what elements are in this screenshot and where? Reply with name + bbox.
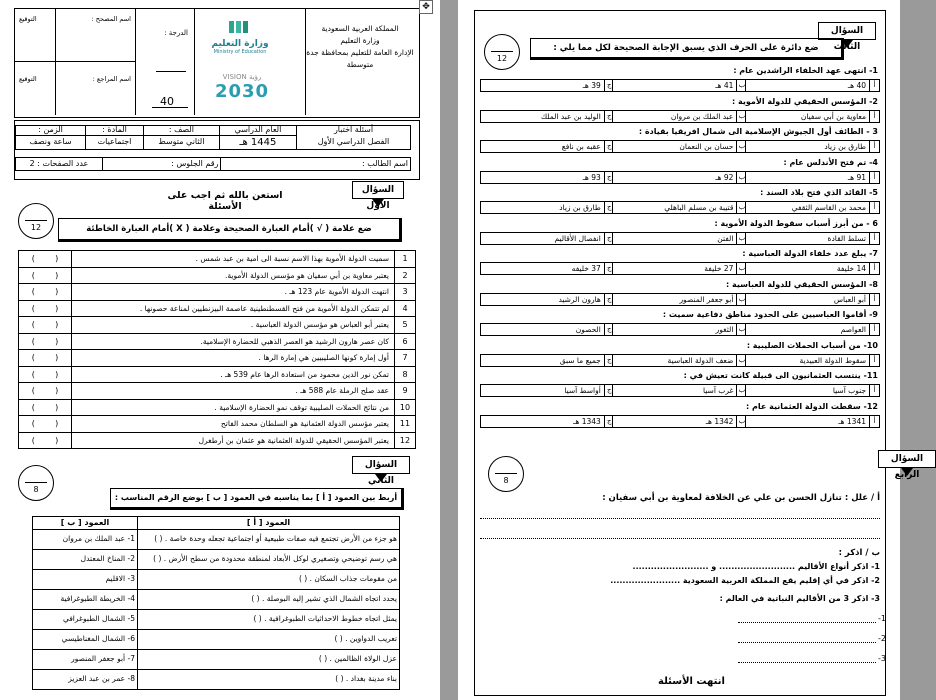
q3-option-text[interactable]: 39 هـ bbox=[582, 81, 601, 90]
end-of-questions: انتهت الأسئلة bbox=[658, 676, 725, 687]
q2-colB-item: 8- عمر بن عبد العزيز bbox=[33, 670, 138, 690]
q3-option-text[interactable]: طارق بن زياد bbox=[559, 203, 601, 212]
q3-option-letter[interactable]: ب bbox=[736, 233, 746, 244]
admin-text: الإدارة العامة للتعليم بمحافظة جدة bbox=[306, 48, 414, 57]
vision-text: VISION رؤية bbox=[222, 73, 262, 81]
q1-title-box bbox=[352, 181, 404, 211]
reviewer-label: اسم المراجع : bbox=[92, 75, 131, 83]
q1-row-number: 9 bbox=[394, 383, 415, 399]
instruction-title: استعن بالله ثم اجب على الأسئلة bbox=[167, 190, 283, 212]
q3-options-row bbox=[480, 262, 880, 275]
seat-number-label[interactable]: رقم الجلوس : bbox=[102, 158, 221, 171]
q3-option-text[interactable]: 1343 هـ bbox=[573, 416, 601, 426]
q4-score: 8 bbox=[503, 476, 509, 485]
q3-option-text[interactable]: أواسط آسيا bbox=[564, 386, 601, 395]
q2-title: السؤال الثاني bbox=[364, 460, 398, 486]
exam-page-2 bbox=[458, 0, 924, 700]
q2-row bbox=[33, 670, 400, 690]
q3-option-text[interactable]: طارق بن زياد bbox=[745, 141, 869, 152]
q1-table bbox=[18, 250, 416, 449]
q3-option-letter[interactable]: ج bbox=[604, 385, 614, 396]
q3-option-text[interactable]: 37 خليفه bbox=[571, 264, 601, 273]
q3-option-letter[interactable]: ب bbox=[736, 324, 746, 335]
q1-row-text: لم تتمكن الدولة الأموية من فتح القسطنطينية عاصمة البيزنطيين لمناعة حصونها . bbox=[139, 303, 389, 313]
q1-row-number: 8 bbox=[394, 367, 415, 383]
logo-divider bbox=[305, 9, 306, 115]
q4-n3-line[interactable] bbox=[738, 662, 876, 663]
info-v4: اجتماعيات bbox=[86, 135, 144, 150]
q1-score-circle bbox=[18, 203, 54, 239]
q2-colA-item[interactable]: يمثل اتجاه خطوط الاحداثيات الطبوغرافية . ( ) bbox=[138, 610, 400, 630]
q3-option-letter[interactable]: ب bbox=[736, 385, 746, 396]
q3-option-text[interactable]: قتيبة بن مسلم الباهلي bbox=[612, 202, 736, 213]
info-v2: 1445 هـ bbox=[219, 135, 296, 150]
q3-options-row bbox=[480, 415, 880, 428]
q1-row-text: يعتبر مؤسس الدولة العثمانية هو السلطان محمد الفاتح bbox=[220, 419, 389, 428]
q3-option-letter[interactable]: ج bbox=[604, 233, 614, 244]
q3-option-text[interactable]: الثغور bbox=[612, 324, 736, 335]
q1-row-text: عقد صلح الرملة عام 588 هـ . bbox=[295, 386, 389, 395]
q3-option-text[interactable]: 93 هـ bbox=[582, 172, 601, 182]
q3-option-text[interactable]: جميع ما سبق bbox=[559, 355, 601, 365]
q3-option-text[interactable]: العواصم bbox=[745, 324, 869, 335]
q1-row-number: 11 bbox=[394, 416, 415, 432]
q3-question: 4- تم فتح الأندلس عام : bbox=[783, 157, 878, 167]
q4-score-line bbox=[495, 473, 517, 474]
q1-instruction: ضع علامة ( √ )أمام العبارة الصحيحة وعلامة ( X )أمام العبارة الخاطئة bbox=[86, 224, 372, 234]
q1-row-text: من نتائج الحملات الصليبية توقف نمو الحضارة الإسلامية . bbox=[214, 402, 389, 412]
q1-answer-box[interactable]: ( ) bbox=[19, 433, 72, 449]
signature-label-2: التوقيع bbox=[19, 75, 37, 83]
q3-option-text[interactable]: 40 هـ bbox=[745, 80, 869, 91]
logo-sub: Ministry of Education bbox=[213, 49, 267, 55]
info-box bbox=[14, 120, 420, 180]
q3-option-letter[interactable]: ب bbox=[736, 294, 746, 305]
q1-score: 12 bbox=[30, 223, 42, 232]
q3-option-letter[interactable]: ج bbox=[604, 111, 614, 122]
q3-option-letter[interactable]: ج bbox=[604, 172, 614, 183]
q1-row bbox=[18, 433, 416, 450]
q2-colB-item: 2- المناخ المعتدل bbox=[33, 550, 138, 570]
q2-colB-item: 7- أبو جعفر المنصور bbox=[33, 650, 138, 670]
q3-option-letter[interactable]: ب bbox=[736, 416, 746, 427]
q3-option-text[interactable]: غرب آسيا bbox=[612, 385, 736, 396]
q1-row-text: يعتبر المؤسس الحقيقي للدولة العثمانية هو عثمان بن أرطغرل bbox=[198, 435, 389, 445]
q3-option-text[interactable]: 91 هـ bbox=[745, 172, 869, 183]
q2-table bbox=[32, 516, 400, 690]
q2-instruction-box bbox=[110, 488, 404, 510]
q2-colB-item: 5- الشمال الطبوغرافي bbox=[33, 610, 138, 630]
q1-row-text: كان عصر هارون الرشيد هو العصر الذهبي للحضارة الإسلامية. bbox=[200, 336, 389, 346]
q1-answer-box[interactable]: ( ) bbox=[19, 350, 72, 366]
signature-label-1: التوقيع bbox=[19, 15, 37, 23]
q3-options-row bbox=[480, 384, 880, 397]
q3-option-letter[interactable]: ج bbox=[604, 80, 614, 91]
move-handle-icon[interactable]: ✥ bbox=[419, 0, 433, 14]
q3-question: 6 - من أبرز أسباب سقوط الدولة الأموية : bbox=[714, 218, 878, 228]
q2-row bbox=[33, 570, 400, 590]
q3-title: السؤال الثالث bbox=[830, 26, 864, 52]
q3-score-circle bbox=[484, 34, 520, 70]
ministry-text: وزارة التعليم bbox=[340, 36, 380, 45]
q2-row bbox=[33, 630, 400, 650]
q3-option-letter[interactable]: أ bbox=[869, 294, 879, 305]
q1-row bbox=[18, 268, 416, 285]
q3-option-letter[interactable]: ج bbox=[604, 202, 614, 213]
q3-option-text[interactable]: حسان بن النعمان bbox=[612, 141, 736, 152]
header-ministry-text bbox=[305, 23, 415, 71]
corrector-label: اسم المصحح : bbox=[91, 15, 131, 23]
q3-question: 5- القائد الذي فتح بلاد السند : bbox=[760, 188, 878, 197]
info-h5: الزمن : bbox=[16, 126, 86, 136]
q4-n3: -3 bbox=[878, 654, 886, 663]
reviewer-divider bbox=[55, 61, 56, 115]
info-h4: المادة : bbox=[86, 126, 144, 136]
q4-score-circle bbox=[488, 456, 524, 492]
q3-option-text[interactable]: 92 هـ bbox=[612, 172, 736, 183]
q3-option-letter[interactable]: أ bbox=[869, 111, 879, 122]
q1-row-text: أول إمارة كونها الصليبيين هي إمارة الرها . bbox=[258, 353, 389, 362]
q3-option-letter[interactable]: أ bbox=[869, 416, 879, 427]
vision-year: 2030 bbox=[214, 81, 270, 102]
q4-a-answer-line-2[interactable] bbox=[480, 538, 880, 539]
grade-box bbox=[135, 9, 195, 115]
q1-row bbox=[18, 383, 416, 400]
q4-b3: 3- اذكر 3 من الأقاليم النباتية في العالم : bbox=[719, 594, 880, 603]
q3-option-letter[interactable]: ب bbox=[736, 202, 746, 213]
q3-option-letter[interactable]: ب bbox=[736, 263, 746, 274]
q3-option-letter[interactable]: أ bbox=[869, 172, 879, 183]
q3-option-letter[interactable]: ج bbox=[604, 355, 614, 366]
q3-option-text[interactable]: الفتن bbox=[612, 233, 736, 244]
q3-option-text[interactable]: هارون الرشيد bbox=[558, 294, 601, 304]
q3-option-text[interactable]: 1341 هـ bbox=[745, 416, 869, 427]
q1-row-number: 6 bbox=[394, 334, 415, 350]
q3-score-line bbox=[491, 51, 513, 52]
q2-colA-item[interactable]: تعريب الدواوين . ( ) bbox=[138, 630, 400, 650]
info-h2: العام الدراسي bbox=[219, 126, 296, 136]
grade-line bbox=[156, 71, 186, 72]
pages-count: عدد الصفحات : 2 bbox=[16, 158, 103, 171]
q3-option-text[interactable]: 27 خليفة bbox=[612, 263, 736, 274]
q2-score-circle bbox=[18, 465, 54, 501]
q1-row-number: 2 bbox=[394, 268, 415, 284]
q4-b2: 2- اذكر في أي إقليم يقع المملكة العربية السعودية ....................... bbox=[610, 576, 880, 585]
q3-option-text[interactable]: عقبه بن نافع bbox=[561, 142, 601, 151]
q2-row bbox=[33, 530, 400, 550]
q3-option-letter[interactable]: ب bbox=[736, 141, 746, 152]
q4-a-answer-line-1[interactable] bbox=[480, 518, 880, 519]
q2-colB-item: 4- الخريطة الطبوغرافية bbox=[33, 590, 138, 610]
q1-row-number: 5 bbox=[394, 317, 415, 333]
info-table bbox=[15, 125, 411, 150]
q1-row bbox=[18, 250, 416, 268]
q2-score-line bbox=[25, 482, 47, 483]
ministry-logo bbox=[203, 19, 277, 59]
q3-option-letter[interactable]: ج bbox=[604, 324, 614, 335]
q3-options-row bbox=[480, 110, 880, 123]
q1-row-number: 4 bbox=[394, 301, 415, 317]
q1-row-text: تمكن نور الدين محمود من استعادة الرها عام 539 هـ . bbox=[220, 369, 389, 379]
q1-row bbox=[18, 334, 416, 351]
q1-row bbox=[18, 301, 416, 318]
q2-colA-item[interactable]: هي رسم توضيحي وتصغيري لوكل الأبعاد لمنطقة محدودة من سطح الأرض . ( ) bbox=[138, 550, 400, 570]
q2-row bbox=[33, 590, 400, 610]
q3-question: 1- انتهى عهد الخلفاء الراشدين عام : bbox=[733, 66, 878, 75]
q4-n1-line[interactable] bbox=[738, 622, 876, 623]
q1-answer-box[interactable]: ( ) bbox=[19, 334, 72, 350]
q4-n2: -2 bbox=[878, 634, 886, 643]
q3-options-row bbox=[480, 354, 880, 367]
q3-option-letter[interactable]: ج bbox=[604, 141, 614, 152]
q3-option-letter[interactable]: ب bbox=[736, 111, 746, 122]
q1-answer-box[interactable]: ( ) bbox=[19, 317, 72, 333]
q3-option-text[interactable]: معاوية بن أبي سفيان bbox=[745, 111, 869, 122]
exam-page-1 bbox=[0, 0, 440, 700]
q1-row bbox=[18, 317, 416, 334]
q1-row-number: 3 bbox=[394, 284, 415, 300]
info-v3: الثاني متوسط bbox=[143, 135, 219, 150]
info-v5: ساعة ونصف bbox=[16, 135, 86, 150]
q2-colB-header: العمود [ ب ] bbox=[33, 517, 138, 530]
q1-rows bbox=[18, 250, 416, 449]
info-h1: أسئلة اختبار bbox=[297, 126, 411, 136]
q3-question: 2- المؤسس الحقيقي للدولة الأموية : bbox=[732, 96, 878, 106]
reviewer-box bbox=[15, 61, 135, 115]
q1-row bbox=[18, 284, 416, 301]
q1-row-text: انتهت الدولة الأموية عام 123 هـ . bbox=[284, 287, 389, 296]
q2-colB-item: 6- الشمال المغناطيسي bbox=[33, 630, 138, 650]
student-table bbox=[15, 157, 411, 171]
q3-option-letter[interactable]: ب bbox=[736, 172, 746, 183]
corrector-box bbox=[15, 9, 135, 62]
q3-options-row bbox=[480, 79, 880, 92]
q4-n1: -1 bbox=[878, 614, 886, 623]
info-v1: الفصل الدراسي الأول bbox=[297, 135, 411, 150]
student-name-label[interactable]: اسم الطالب : bbox=[221, 158, 411, 171]
q1-answer-box[interactable]: ( ) bbox=[19, 416, 72, 432]
q4-b1: 1- اذكر أنواع الأقاليم ......................... و ......................... bbox=[632, 562, 880, 571]
q1-score-line bbox=[25, 220, 47, 221]
q3-option-letter[interactable]: ج bbox=[604, 294, 614, 305]
q3-question: 8- المؤسس الحقيقي للدولة العباسية : bbox=[726, 279, 878, 289]
q3-option-text[interactable]: ضعف الدولة العباسية bbox=[612, 355, 736, 366]
q1-row-number: 12 bbox=[394, 433, 415, 449]
q2-colA-item[interactable]: من مقومات جذاب السكان . ( ) bbox=[138, 570, 400, 590]
q1-answer-box[interactable]: ( ) bbox=[19, 367, 72, 383]
info-h3: الصف : bbox=[143, 126, 219, 136]
q1-title: السؤال الأول bbox=[361, 185, 395, 211]
q4-n2-line[interactable] bbox=[738, 642, 876, 643]
q3-option-letter[interactable]: أ bbox=[869, 80, 879, 91]
ministry-logo-icon bbox=[227, 19, 253, 35]
q3-option-text[interactable]: انفصال الأقاليم bbox=[554, 233, 601, 243]
q2-row bbox=[33, 550, 400, 570]
q1-row-number: 7 bbox=[394, 350, 415, 366]
q3-options-row bbox=[480, 171, 880, 184]
q2-colB-item: 1- عبد الملك بن مروان bbox=[33, 530, 138, 550]
q3-option-letter[interactable]: أ bbox=[869, 202, 879, 213]
q2-colA-item[interactable]: عزل الولاة الظالمين . ( ) bbox=[138, 650, 400, 670]
q3-option-text[interactable]: أبو العباس bbox=[745, 294, 869, 305]
q2-colA-header: العمود [ أ ] bbox=[138, 517, 400, 530]
q4-a-question: أ / علل : تنازل الحسن بن علي عن الخلافة لمعاوية بن أبي سفيان : bbox=[602, 493, 880, 503]
q2-colA-item[interactable]: هو جزء من الأرض تجتمع فيه صفات طبيعية أو اجتماعية تجعله وحدة خاصة . ( ) bbox=[138, 530, 400, 550]
q3-option-text[interactable]: أبو جعفر المنصور bbox=[612, 294, 736, 305]
q1-answer-box[interactable]: ( ) bbox=[19, 301, 72, 317]
q1-row-number: 1 bbox=[394, 251, 415, 267]
vision-logo bbox=[199, 73, 285, 102]
q1-row-text: يعتبر أبو العباس هو مؤسس الدولة العباسية . bbox=[250, 320, 389, 329]
q3-option-text[interactable]: 41 هـ bbox=[612, 80, 736, 91]
q2-colB-item: 3- الاقليم bbox=[33, 570, 138, 590]
school-text: متوسطة bbox=[346, 60, 374, 69]
q3-option-text[interactable]: محمد بن القاسم الثقفي bbox=[745, 202, 869, 213]
q2-colA-item[interactable]: يحدد اتجاه الشمال الذي تشير إليه البوصلة . ( ) bbox=[138, 590, 400, 610]
q3-option-text[interactable]: 1342 هـ bbox=[612, 416, 736, 427]
q3-option-text[interactable]: 14 خليفة bbox=[745, 263, 869, 274]
q3-option-letter[interactable]: أ bbox=[869, 263, 879, 274]
q2-instruction: أربط بين العمود [ أ ] بما يناسبه في العمود [ ب ] بوضع الرقم المناسب : bbox=[114, 493, 398, 502]
q1-row bbox=[18, 350, 416, 367]
grade-label: الدرجة : bbox=[164, 29, 188, 37]
q3-option-letter[interactable]: أ bbox=[869, 324, 879, 335]
q3-options-row bbox=[480, 323, 880, 336]
q2-rows bbox=[33, 530, 400, 690]
q3-option-text[interactable]: سقوط الدولة العبيدية bbox=[745, 355, 869, 366]
q4-title: السؤال الرابع bbox=[890, 454, 924, 480]
q3-option-text[interactable]: الحصون bbox=[575, 325, 601, 334]
q3-option-text[interactable]: تسلط القادة bbox=[745, 233, 869, 244]
q3-options-row bbox=[480, 140, 880, 153]
q3-question: 7- يبلغ عدد خلفاء الدولة العباسية : bbox=[742, 249, 878, 258]
q3-options-row bbox=[480, 293, 880, 306]
q3-question: 9- أقاموا العباسيين على الحدود مناطق دفاعية سميت : bbox=[662, 310, 878, 319]
q3-option-letter[interactable]: أ bbox=[869, 385, 879, 396]
q1-instruction-box bbox=[58, 218, 402, 242]
q1-answer-box[interactable]: ( ) bbox=[19, 268, 72, 284]
q3-option-text[interactable]: عبد الملك بن مروان bbox=[612, 111, 736, 122]
kingdom-text: المملكة العربية السعودية bbox=[321, 24, 399, 33]
q1-answer-box[interactable]: ( ) bbox=[19, 284, 72, 300]
q2-colA-item[interactable]: بناء مدينة بغداد . ( ) bbox=[138, 670, 400, 690]
q1-row bbox=[18, 416, 416, 433]
q3-question: 3 - الطائف أول الجيوش الإسلامية الى شمال افريقيا بقيادة : bbox=[638, 127, 878, 136]
q3-question: 11- ينتسب العثمانيون الى قبيلة كانت تعيش في : bbox=[683, 371, 878, 380]
q4-b-label: ب / اذكر : bbox=[838, 548, 880, 558]
q3-instruction: ضع دائرة على الحرف الذي يسبق الإجابة الصحيحة لكل مما يلي : bbox=[553, 43, 819, 53]
q3-option-text[interactable]: جنوب آسيا bbox=[745, 385, 869, 396]
q3-option-letter[interactable]: ج bbox=[604, 263, 614, 274]
q3-question: 10- من أسباب الحملات الصليبية : bbox=[746, 340, 878, 350]
page-gap bbox=[440, 0, 458, 700]
q3-option-letter[interactable]: أ bbox=[869, 233, 879, 244]
q1-row bbox=[18, 367, 416, 384]
q3-instruction-box bbox=[530, 38, 844, 60]
q3-option-text[interactable]: الوليد بن عبد الملك bbox=[540, 111, 601, 121]
q2-score: 8 bbox=[33, 485, 39, 494]
q2-row bbox=[33, 610, 400, 630]
q3-option-letter[interactable]: أ bbox=[869, 141, 879, 152]
q3-options-row bbox=[480, 201, 880, 214]
logo-text: وزارة التعليم bbox=[211, 39, 269, 49]
q1-answer-box[interactable]: ( ) bbox=[19, 400, 72, 416]
q4-title-box bbox=[878, 450, 936, 480]
corrector-divider bbox=[55, 9, 56, 61]
grade-total: 40 bbox=[160, 95, 174, 108]
q3-option-letter[interactable]: ج bbox=[604, 416, 614, 427]
header-box bbox=[14, 8, 420, 118]
q1-answer-box[interactable]: ( ) bbox=[19, 383, 72, 399]
q1-row bbox=[18, 400, 416, 417]
q1-answer-box[interactable]: ( ) bbox=[19, 251, 72, 267]
q1-row-text: يعتبر معاوية بن أبي سفيان هو مؤسس الدولة الأموية. bbox=[225, 270, 389, 280]
grade-underline bbox=[152, 107, 188, 108]
q1-row-number: 10 bbox=[394, 400, 415, 416]
q3-score: 12 bbox=[496, 54, 508, 63]
q3-question: 12- سقطت الدولة العثمانية عام : bbox=[745, 401, 878, 411]
q3-option-letter[interactable]: أ bbox=[869, 355, 879, 366]
q2-row bbox=[33, 650, 400, 670]
q3-option-letter[interactable]: ب bbox=[736, 80, 746, 91]
q1-row-text: سميت الدولة الأموية بهذا الاسم نسبة الى امية بن عبد شمس . bbox=[195, 254, 389, 263]
q2-title-box bbox=[352, 456, 410, 486]
q3-options-row bbox=[480, 232, 880, 245]
q3-option-letter[interactable]: ب bbox=[736, 355, 746, 366]
